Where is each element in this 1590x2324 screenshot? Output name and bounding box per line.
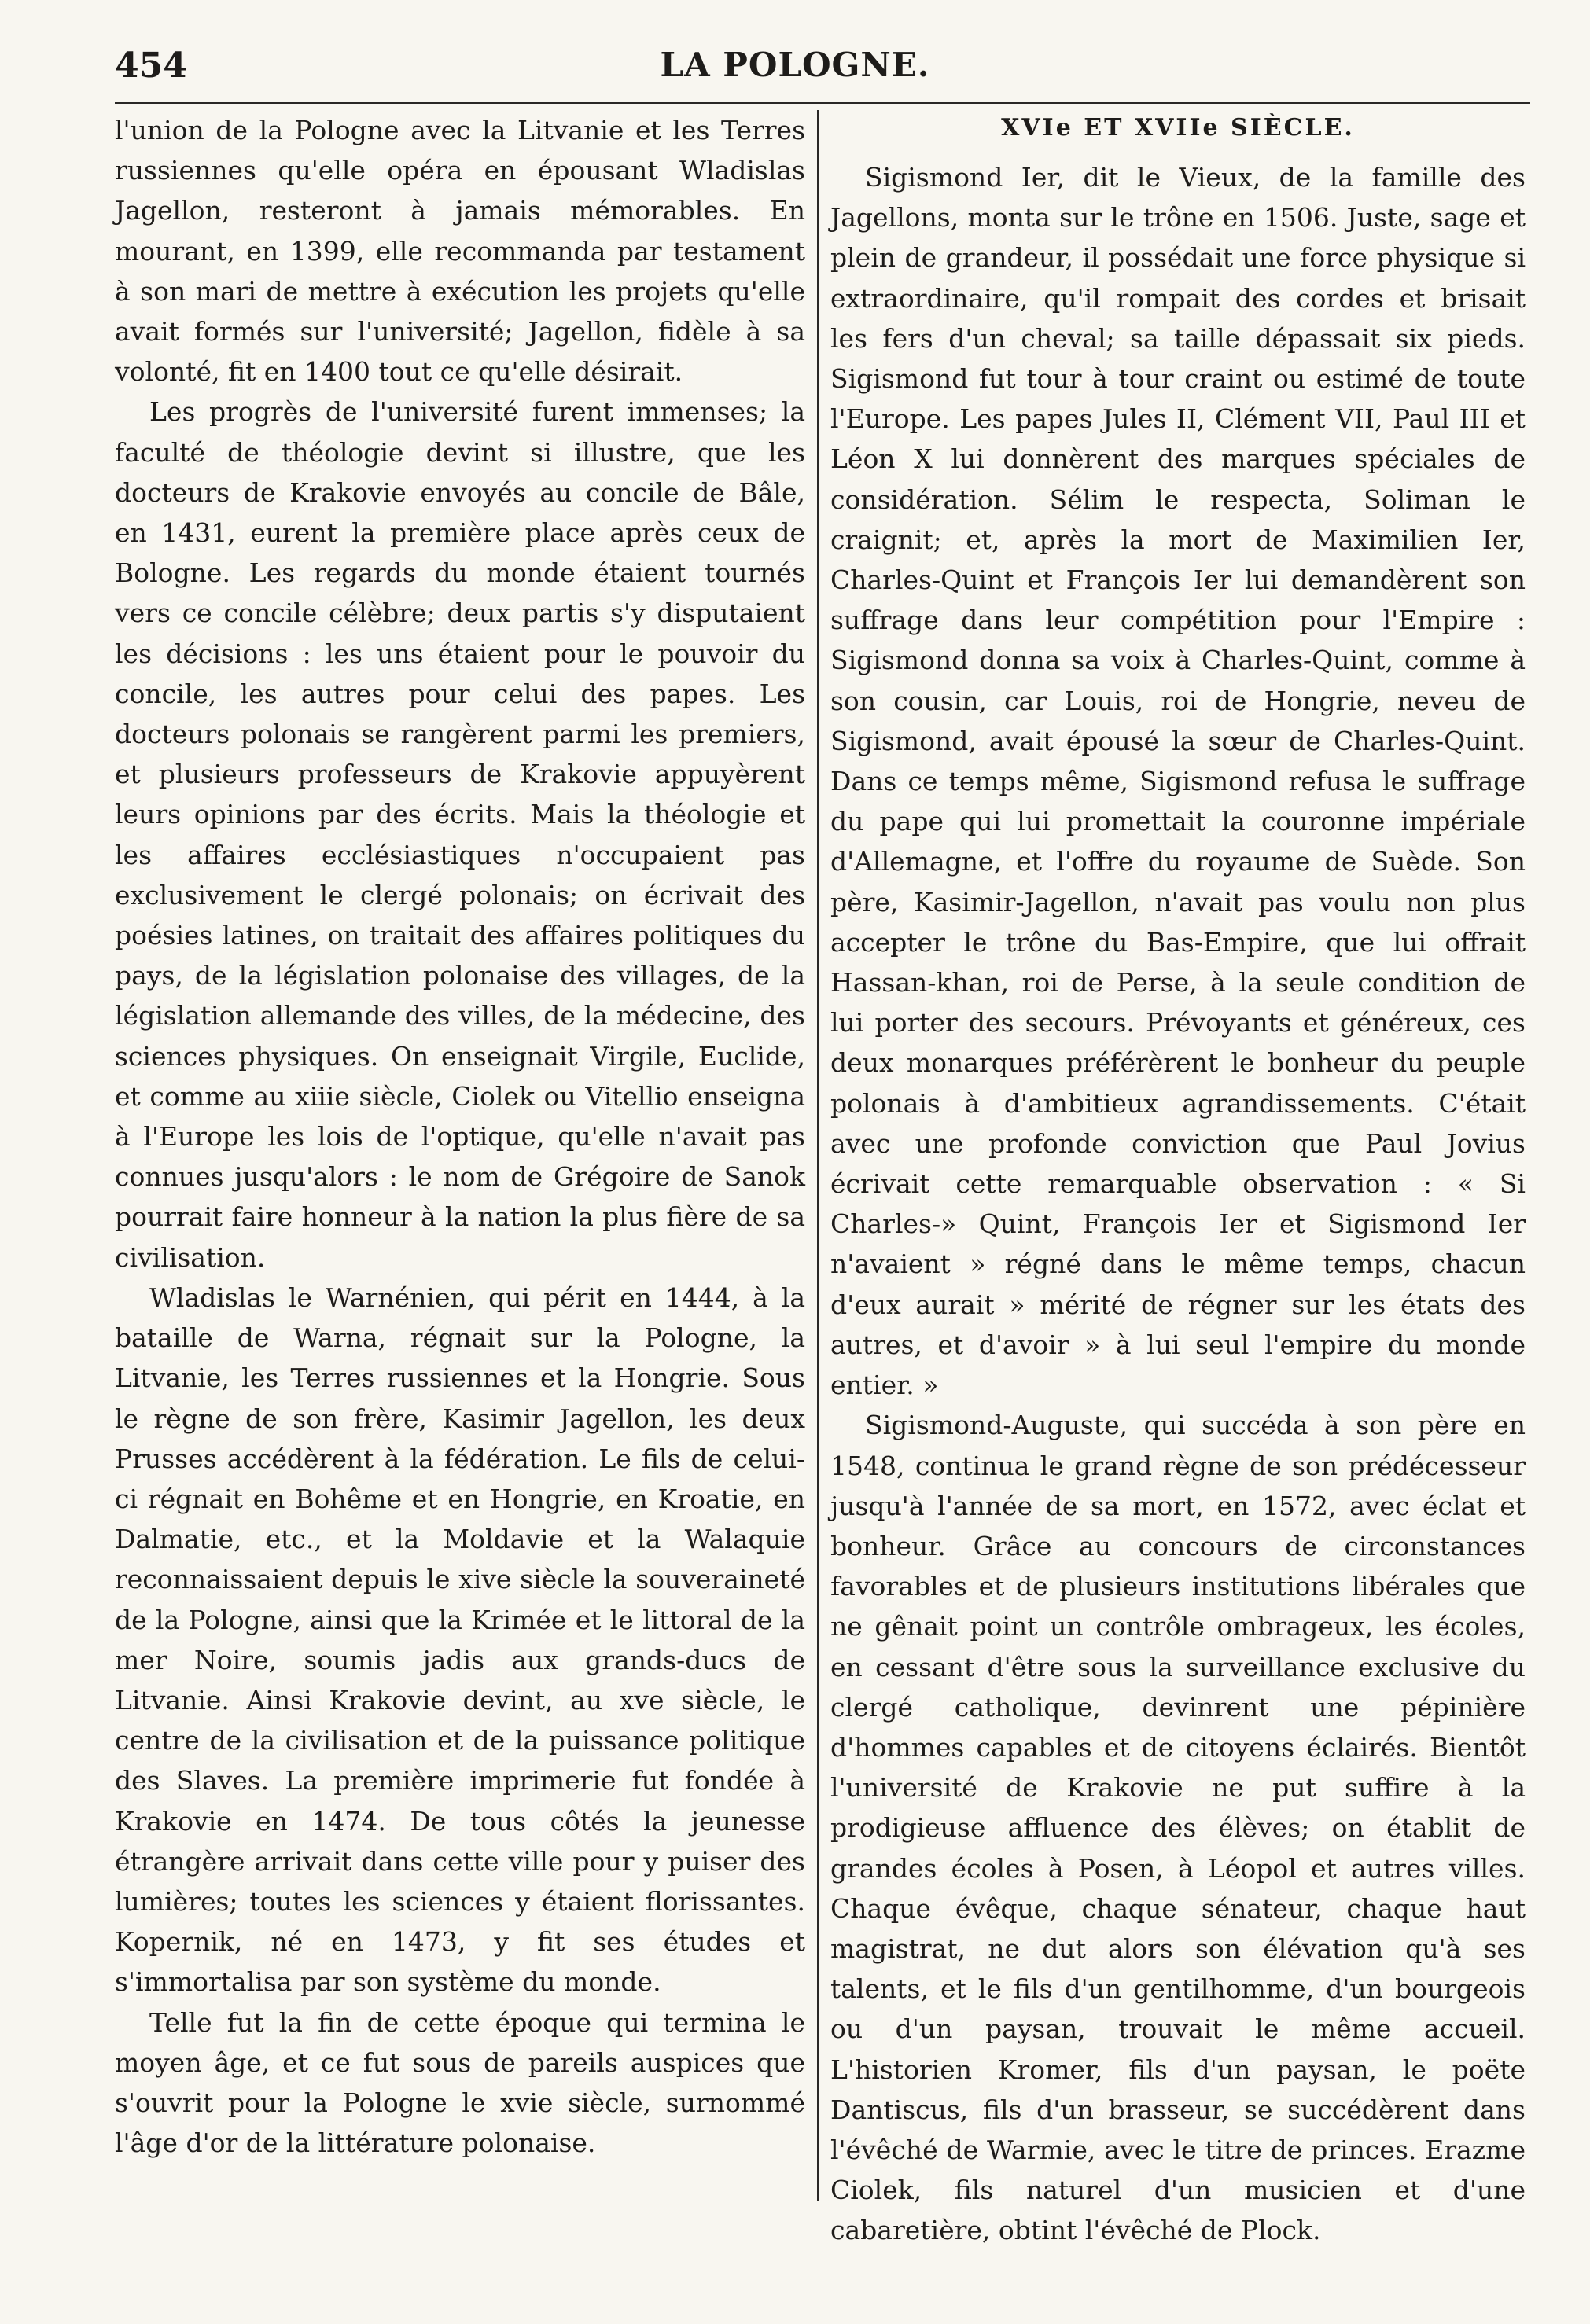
paragraph: Wladislas le Warnénien, qui périt en 1444, à la bataille de Warna, régnait sur la Pologne, la Litvanie, les Terres russiennes et la Hongrie. Sous le règne de son frère, Kasimir Jagellon, les deux Prusses accédèrent à la fédération. Le fils de celui-ci régnait en Bohême et en Hongrie, en Kroatie, en Dalmatie, etc., et la Moldavie et la Walaquie reconnaissaient depuis le xive siècle la souveraineté de la Pologne, ainsi que la Krimée et le littoral de la mer Noire, soumis jadis aux grands-ducs de Litvanie. Ainsi Krakovie devint, au xve siècle, le centre de la civilisation et de la puissance politique des Slaves. La première imprimerie fut fondée à Krakovie en 1474. De tous côtés la jeunesse étrangère arrivait dans cette ville pour y puiser des lumières; toutes les sciences y étaient florissantes. Kopernik, né en 1473, y fit ses études et s'immortalisa par son système du monde.	[115, 1282, 805, 1998]
paragraph: l'union de la Pologne avec la Litvanie et les Terres russiennes qu'elle opéra en épousant Wladislas Jagellon, resteront à jamais mémorables. En mourant, en 1399, elle recommanda par testament à son mari de mettre à exécution les projets qu'elle avait formés sur l'université; Jagellon, fidèle à sa volonté, fit en 1400 tout ce qu'elle désirait.	[115, 115, 805, 388]
header-rule	[115, 102, 1530, 104]
running-title: LA POLOGNE.	[660, 46, 930, 84]
column-divider	[817, 110, 819, 2201]
paragraph: Sigismond-Auguste, qui succéda à son père en 1548, continua le grand règne de son prédécesseur jusqu'à l'année de sa mort, en 1572, avec éclat et bonheur. Grâce au concours de circonstances favorables et de plusieurs institutions libérales que ne gênait point un contrôle ombrageux, les écoles, en cessant d'être sous la surveillance exclusive du clergé catholique, devinrent une pépinière d'hommes capables et de citoyens éclairés. Bientôt l'université de Krakovie ne put suffire à la prodigieuse affluence des élèves; on établit de grandes écoles à Posen, à Léopol et autres villes. Chaque évêque, chaque sénateur, chaque haut magistrat, ne dut alors son élévation qu'à ses talents, et le fils d'un gentilhomme, d'un bourgeois ou d'un paysan, trouvait le même accueil. L'historien Kromer, fils d'un paysan, le poëte Dantiscus, fils d'un brasseur, se succédèrent dans l'évêché de Warmie, avec le titre de princes. Erazme Ciolek, fils naturel d'un musicien et d'une cabaretière, obtint l'évêché de Plock.	[830, 1410, 1526, 2246]
section-title: XVIe ET XVIIe SIÈCLE.	[1001, 114, 1355, 142]
page-number: 454	[115, 46, 187, 86]
paragraph: Sigismond Ier, dit le Vieux, de la famille des Jagellons, monta sur le trône en 1506. Juste, sage et plein de grandeur, il possédait une force physique si extraordinaire, qu'il rompait des cordes et brisait les fers d'un cheval; sa taille dépassait six pieds. Sigismond fut tour à tour craint ou estimé de toute l'Europe. Les papes Jules II, Clément VII, Paul III et Léon X lui donnèrent des marques spéciales de considération. Sélim le respecta, Soliman le craignit; et, après la mort de Maximilien Ier, Charles-Quint et François Ier lui demandèrent son suffrage dans leur compétition pour l'Empire : Sigismond donna sa voix à Charles-Quint, comme à son cousin, car Louis, roi de Hongrie, neveu de Sigismond, avait épousé la sœur de Charles-Quint. Dans ce temps même, Sigismond refusa le suffrage du pape qui lui promettait la couronne impériale d'Allemagne, et l'offre du royaume de Suède. Son père, Kasimir-Jagellon, n'avait pas voulu non plus accepter le trône du Bas-Empire, que lui offrait Hassan-khan, roi de Perse, à la seule condition de lui porter des secours. Prévoyants et généreux, ces deux monarques préférèrent le bonheur du peuple polonais à d'ambitieux agrandissements. C'était avec une profonde conviction que Paul Jovius écrivait cette remarquable observation : « Si Charles-» Quint, François Ier et Sigismond Ier n'avaient » régné dans le même temps, chacun d'eux aurait » mérité de régner sur les états des autres, et d'avoir » à lui seul l'empire du monde entier. »	[830, 162, 1526, 1401]
paragraph: Les progrès de l'université furent immenses; la faculté de théologie devint si illustre, que les docteurs de Krakovie envoyés au concile de Bâle, en 1431, eurent la première place après ceux de Bologne. Les regards du monde étaient tournés vers ce concile célèbre; deux partis s'y disputaient les décisions : les uns étaient pour le pouvoir du concile, les autres pour celui des papes. Les docteurs polonais se rangèrent parmi les premiers, et plusieurs professeurs de Krakovie appuyèrent leurs opinions par des écrits. Mais la théologie et les affaires ecclésiastiques n'occupaient pas exclusivement le clergé polonais; on écrivait des poésies latines, on traitait des affaires politiques du pays, de la législation polonaise des villages, de la législation allemande des villes, de la médecine, des sciences physiques. On enseignait Virgile, Euclide, et comme au xiiie siècle, Ciolek ou Vitellio enseigna à l'Europe les lois de l'optique, qu'elle n'avait pas connues jusqu'alors : le nom de Grégoire de Sanok pourrait faire honneur à la nation la plus fière de sa civilisation.	[115, 396, 805, 1273]
right-column	[830, 110, 1526, 2251]
left-column	[115, 110, 805, 2163]
paragraph: Telle fut la fin de cette époque qui termina le moyen âge, et ce fut sous de pareils auspices que s'ouvrit pour la Pologne le xvie siècle, surnommé l'âge d'or de la littérature polonaise.	[115, 2006, 805, 2159]
